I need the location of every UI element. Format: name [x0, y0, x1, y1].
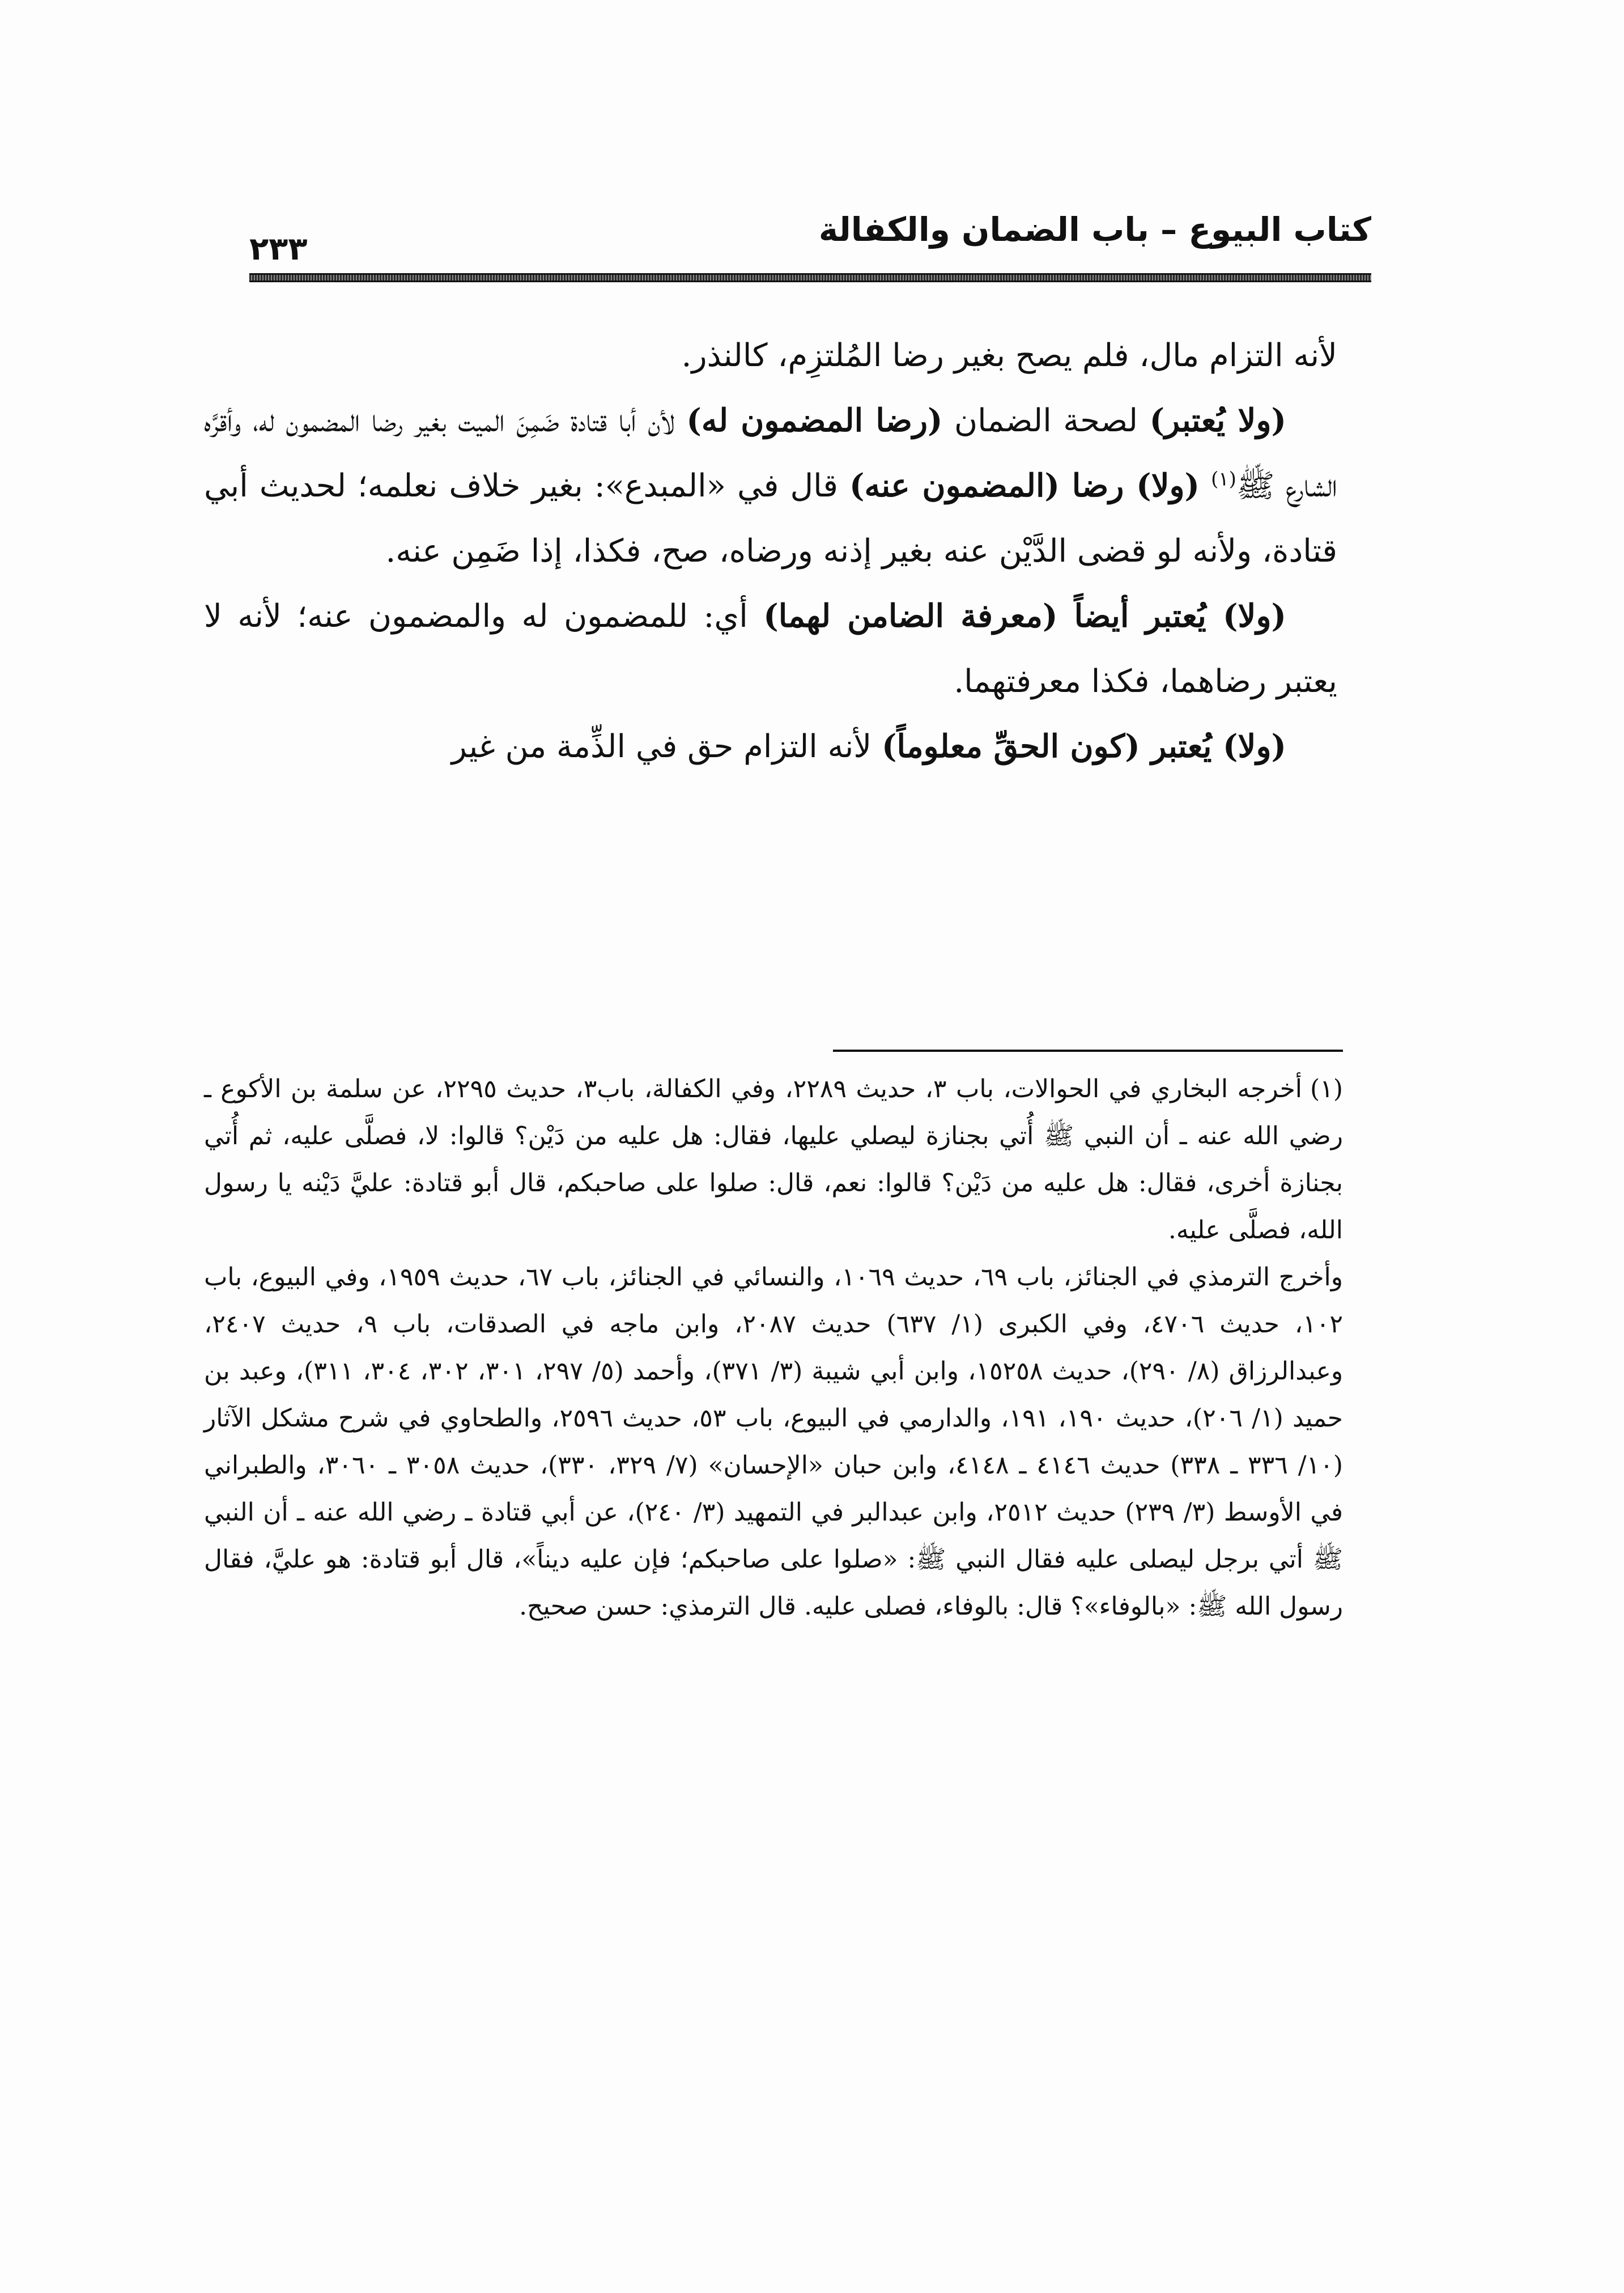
bold-phrase: (ولا) يُعتبر (كون الحقِّ معلوماً)	[882, 728, 1286, 765]
paragraph-2: (ولا يُعتبر) لصحة الضمان (رضا المضمون له) لأن أبا قتادة ضَمِنَ الميت بغير رضا المضمون له، وأقرَّه الشارع ﷺ$^{(١)}$ (ولا) رضا (المضمون عنه) قال في «المبدع»: بغير خلاف نعلمه؛ لحديث أبي قتادة، ولأنه لو قضى الدَّيْن عنه بغير إذنه ورضاه، صح، فكذا، إذا ضَمِن عنه.	[204, 402, 1337, 570]
paragraph-3: (ولا) يُعتبر أيضاً (معرفة الضامن لهما) أي: للمضمون له والمضمون عنه؛ لأنه لا يعتبر رضاهما، فكذا معرفتهما.	[204, 597, 1337, 700]
footnote-1: (١)أخرجه البخاري في الحوالات، باب ٣، حديث ٢٢٨٩، وفي الكفالة، باب٣، حديث ٢٢٩٥، عن سلمة بن الأكوع ـ رضي الله عنه ـ أن النبي ﷺ أُتي بجنازة ليصلي عليها، فقال: هل عليه من دَيْن؟ قالوا: لا، فصلَّى عليه، ثم أُتي بجنازة أخرى، فقال: هل عليه من دَيْن؟ قالوا: نعم، قال: صلوا على صاحبكم، قال أبو قتادة: عليَّ دَيْنه يا رسول الله، فصلَّى عليه.	[204, 1075, 1344, 1245]
footnote-1-continuation: وأخرج الترمذي في الجنائز، باب ٦٩، حديث ١٠٦٩، والنسائي في الجنائز، باب ٦٧، حديث ١٩٥٩، وفي البيوع، باب ١٠٢، حديث ٤٧٠٦، وفي الكبرى (١/ ٦٣٧) حديث ٢٠٨٧، وابن ماجه في الصدقات، باب ٩، حديث ٢٤٠٧، وعبدالرزاق (٨/ ٢٩٠)، حديث ١٥٢٥٨، وابن أبي شيبة (٣/ ٣٧١)، وأحمد (٥/ ٢٩٧، ٣٠١، ٣٠٢، ٣٠٤، ٣١١)، وعبد بن حميد (١/ ٢٠٦)، حديث ١٩٠، ١٩١، والدارمي في البيوع، باب ٥٣، حديث ٢٥٩٦، والطحاوي في شرح مشكل الآثار (١٠/ ٣٣٦ ـ ٣٣٨) حديث ٤١٤٦ ـ ٤١٤٨، وابن حبان «الإحسان» (٧/ ٣٢٩، ٣٣٠)، حديث ٣٠٥٨ ـ ٣٠٦٠، والطبراني في الأوسط (٣/ ٢٣٩) حديث ٢٥١٢، وابن عبدالبر في التمهيد (٣/ ٢٤٠)، عن أبي قتادة ـ رضي الله عنه ـ أن النبي ﷺ أتي برجل ليصلى عليه فقال النبي ﷺ: «صلوا على صاحبكم؛ فإن عليه ديناً»، قال أبو قتادة: هو عليَّ، فقال رسول الله ﷺ: «بالوفاء»؟ قال: بالوفاء، فصلى عليه. قال الترمذي: حسن صحيح.	[204, 1263, 1344, 1621]
chapter-title: كتاب البيوع – باب الضمان والكفالة	[818, 210, 1371, 249]
bold-phrase: (ولا يُعتبر)	[1149, 402, 1287, 439]
header-rule	[249, 273, 1371, 282]
main-text	[204, 323, 1337, 779]
footnote-marker: (١)	[1310, 1075, 1344, 1103]
bold-phrase: (رضا المضمون له)	[686, 402, 943, 439]
footnote-separator	[833, 1050, 1343, 1052]
bold-phrase: (ولا) رضا (المضمون عنه)	[849, 467, 1200, 504]
footnotes	[204, 1065, 1343, 1630]
paragraph-4: (ولا) يُعتبر (كون الحقِّ معلوماً) لأنه التزام حق في الذِّمة من غير	[451, 728, 1286, 765]
paragraph-1: لأنه التزام مال، فلم يصح بغير رضا المُلتزِم، كالنذر.	[681, 337, 1337, 374]
page-number: ٢٣٣	[249, 231, 308, 267]
running-header	[249, 204, 1371, 278]
footnote-ref: (١)	[1211, 468, 1236, 491]
bold-phrase: (ولا) يُعتبر أيضاً (معرفة الضامن لهما)	[763, 597, 1286, 635]
